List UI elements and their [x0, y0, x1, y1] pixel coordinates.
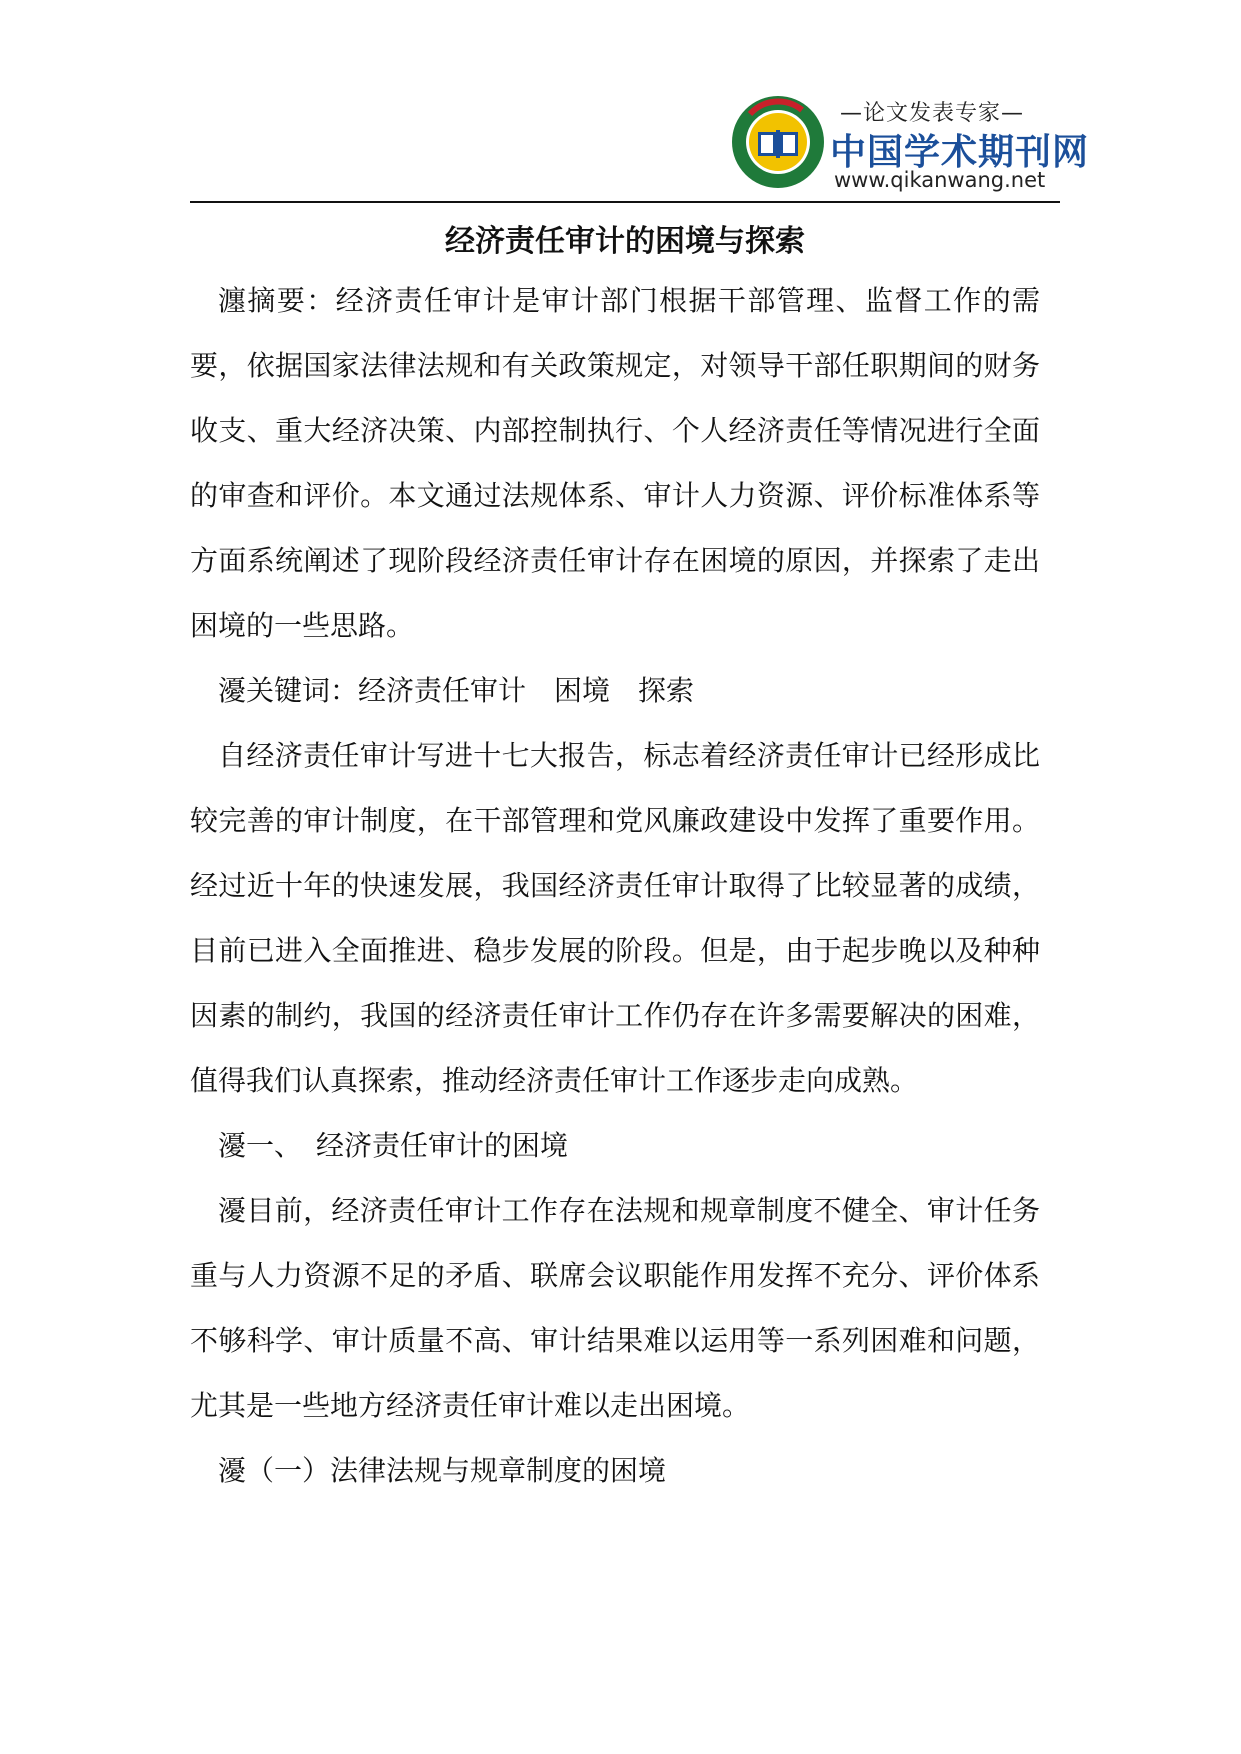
- abstract-paragraph: 瀍摘要：经济责任审计是审计部门根据干部管理、监督工作的需要，依据国家法律法规和有关政策规定，对领导干部任职期间的财务收支、重大经济决策、内部控制执行、个人经济责任等情况进行全面的审查和评价。本文通过法规体系、审计人力资源、评价标准体系等方面系统阐述了现阶段经济责任审计存在困境的原因，并探索了走出困境的一些思路。: [190, 284, 1040, 642]
- subsection-heading: 瀀（一）法律法规与规章制度的困境: [218, 1454, 667, 1487]
- intro-paragraph: 自经济责任审计写进十七大报告，标志着经济责任审计已经形成比较完善的审计制度，在干部管理和党风廉政建设中发挥了重要作用。经过近十年的快速发展，我国经济责任审计取得了比较显著的成绩，目前已进入全面推进、稳步发展的阶段。但是，由于起步晚以及种种因素的制约，我国的经济责任审计工作仍存在许多需要解决的困难，值得我们认真探索，推动经济责任审计工作逐步走向成熟。: [190, 739, 1040, 1097]
- logo-url[interactable]: www.qikanwang.net: [834, 168, 1046, 192]
- section-heading: 瀀一、 经济责任审计的困境: [218, 1129, 569, 1162]
- page-header: [190, 88, 1090, 203]
- keywords-paragraph: 瀀关键词：经济责任审计 困境 探索: [218, 674, 695, 707]
- logo-slogan: —论文发表专家—: [840, 101, 1025, 126]
- body-paragraph: 瀀目前，经济责任审计工作存在法规和规章制度不健全、审计任务重与人力资源不足的矛盾、联席会议职能作用发挥不充分、评价体系不够科学、审计质量不高、审计结果难以运用等一系列困难和问题，尤其是一些地方经济责任审计难以走出困境。: [190, 1194, 1040, 1422]
- book-seal-icon: [730, 94, 826, 190]
- article-title: 经济责任审计的困境与探索: [445, 224, 805, 259]
- journal-logo[interactable]: [730, 90, 1090, 196]
- logo-name: 中国学术期刊网: [830, 132, 1090, 173]
- article-body: [190, 268, 1040, 1503]
